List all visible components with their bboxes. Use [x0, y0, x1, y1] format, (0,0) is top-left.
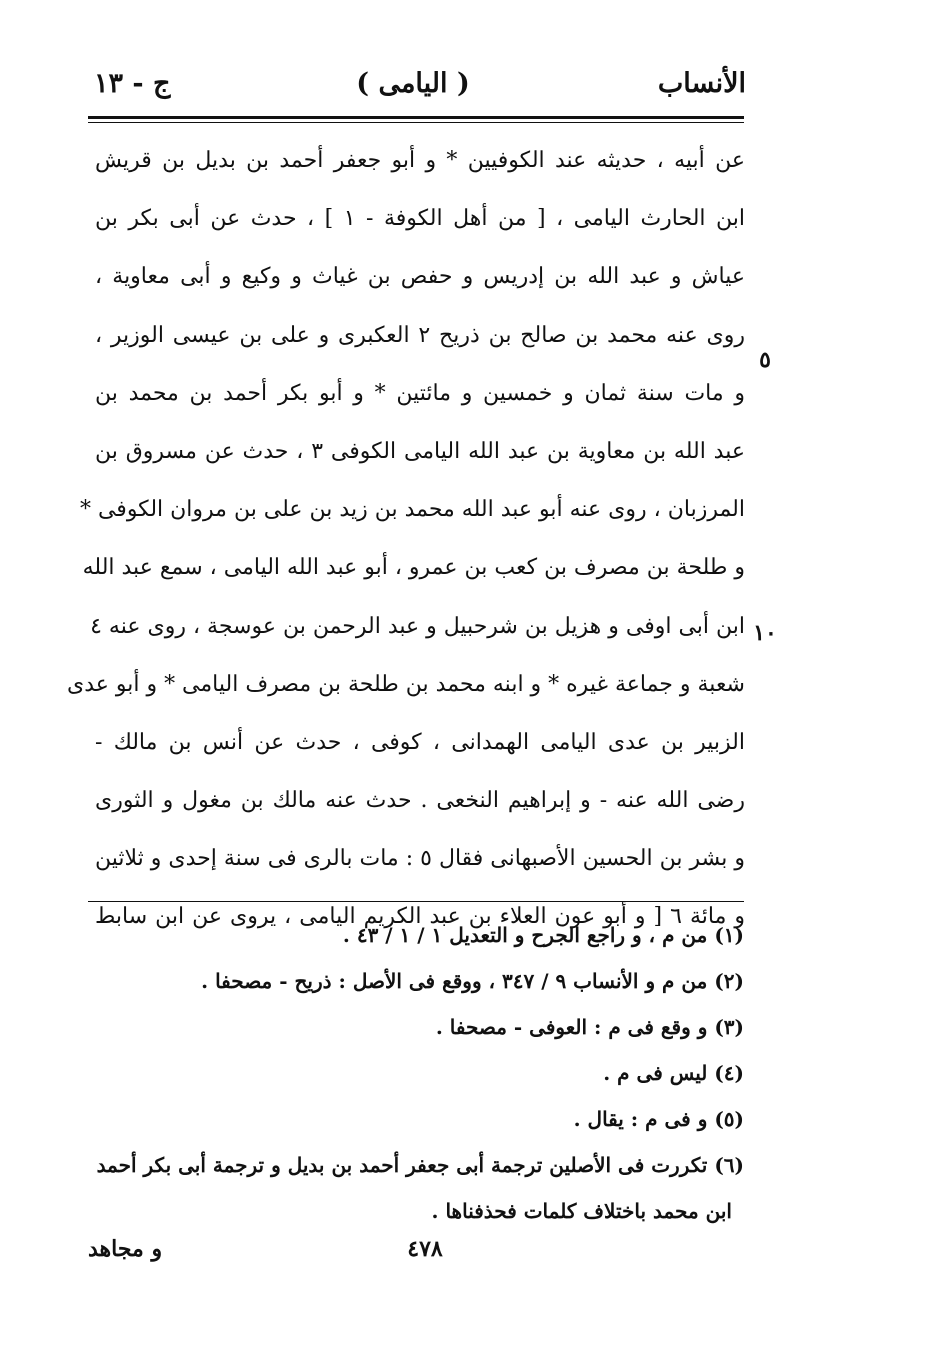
header-rule-thick [88, 116, 744, 119]
footnote: (٢) من م و الأنساب ٩ / ٣٤٧ ، ووقع فى الأصل : ذريح - مصحفا . [201, 969, 744, 993]
text-line: روى عنه محمد بن صالح بن ذريح ٢ العكبرى و على بن عيسى الوزير ، [95, 322, 745, 348]
page-number: ٤٧٨ [407, 1236, 443, 1262]
footnote-continuation: ابن محمد باختلاف كلمات فحذفناها . [431, 1199, 732, 1223]
text-line: الزبير بن عدى اليامى الهمدانى ، كوفى ، حدث عن أنس بن مالك - [95, 729, 745, 755]
running-header [80, 68, 746, 108]
text-line: و طلحة بن مصرف بن كعب بن عمرو ، أبو عبد الله اليامى ، سمع عبد الله [82, 555, 745, 581]
footnote: (٦) تكررت فى الأصلين ترجمة أبى جعفر أحمد بن بديل و ترجمة أبى بكر أحمد [96, 1153, 744, 1177]
main-text [66, 132, 746, 947]
footnote-separator [88, 901, 744, 902]
catchword: و مجاهد [88, 1236, 163, 1262]
text-line: عن أبيه ، حديثه عند الكوفيين * و أبو جعفر أحمد بن بديل بن قريش [95, 148, 745, 173]
text-line: عبد الله بن معاوية بن عبد الله اليامى الكوفى ٣ ، حدث عن مسروق بن [95, 438, 745, 464]
text-line: المرزبان ، روى عنه أبو عبد الله محمد بن زيد بن على بن مروان الكوفى * [79, 497, 745, 523]
line-number-5: ٥ [759, 347, 771, 373]
text-line: و مات سنة ثمان و خمسين و مائتين * و أبو بكر أحمد بن محمد بن [95, 380, 745, 406]
header-book-title: الأنساب [657, 68, 746, 99]
footnote: (٥) و فى م : يقال . [573, 1107, 744, 1131]
header-volume: ج - ١٣ [94, 68, 171, 99]
text-line: و مائة ٦ [ و أبو عون العلاء بن عبد الكريم اليامى ، يروى عن ابن سابط [95, 904, 746, 930]
line-number-10: ١٠ [753, 620, 777, 646]
header-section-title: ( اليامى ) [356, 68, 470, 99]
footnote: (٤) ليس فى م . [603, 1061, 744, 1085]
text-line: ابن أبى اوفى و هزيل بن شرحبيل و عبد الرحمن بن عوسجة ، روى عنه ٤ [90, 613, 745, 639]
header-rule-thin [88, 122, 744, 123]
text-line: عياش و عبد الله بن إدريس و حفص بن غياث و وكيع و أبى معاوية ، [95, 264, 745, 290]
footnote: (٣) و وقع فى م : العوفى - مصحفا . [435, 1015, 744, 1039]
text-line: ابن الحارث اليامى ، [ من أهل الكوفة - ١ ] ، حدث عن أبى بكر بن [95, 206, 745, 232]
footnote: (١) من م ، و راجع الجرح و التعديل ١ / ١ / ٤٣ . [342, 923, 744, 947]
text-line: شعبة و جماعة غيره * و ابنه محمد بن طلحة بن مصرف اليامى * و أبو عدى [66, 671, 745, 697]
footnotes [78, 912, 744, 1234]
text-line: و بشر بن الحسين الأصبهانى فقال ٥ : مات بالرى فى سنة إحدى و ثلاثين [95, 846, 746, 872]
text-line: رضى الله عنه - و إبراهيم النخعى . حدث عنه مالك بن مغول و الثورى [95, 788, 745, 814]
